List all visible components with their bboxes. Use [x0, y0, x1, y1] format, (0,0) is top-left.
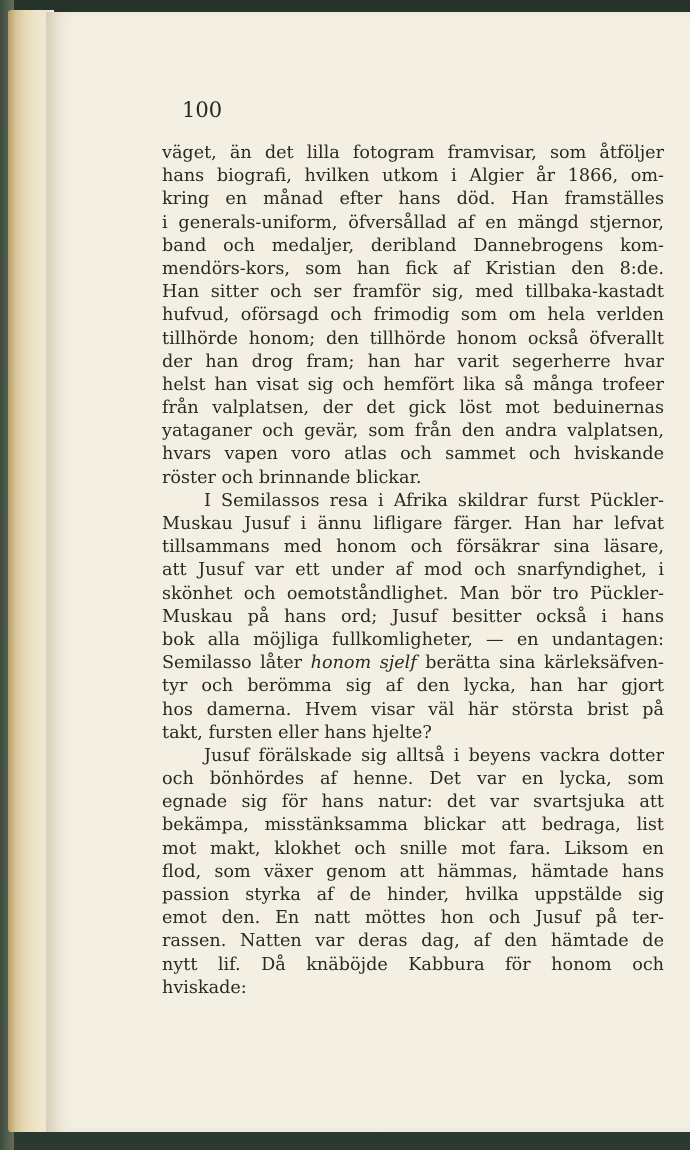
- text-line: tyr och berömma sig af den lycka, han har gjort: [162, 676, 664, 697]
- text-line-with-emphasis: [162, 652, 664, 675]
- text-line: hufvud, oförsagd och frimodig som om hela verlden: [162, 305, 664, 326]
- text-line: bok alla möjliga fullkomligheter, — en undantagen:: [162, 629, 664, 650]
- text-line: hviskade:: [162, 977, 247, 998]
- text-line: hvars vapen voro atlas och sammet och hviskande: [162, 444, 664, 465]
- body-text: [162, 142, 664, 1000]
- text-line: Han sitter och ser framför sig, med tillbaka-kastadt: [162, 282, 664, 303]
- text-line: takt, fursten eller hans hjelte?: [162, 722, 432, 743]
- text-line: egnade sig för hans natur: det var svartsjuka att: [162, 792, 664, 813]
- text-line: Muskau på hans ord; Jusuf besitter också i hans: [162, 606, 664, 627]
- text-line: passion styrka af de hinder, hvilka uppstälde sig: [162, 885, 664, 905]
- text-line: mot makt, klokhet och snille mot fara. Liksom en: [162, 838, 664, 859]
- text-line: helst han visat sig och hemfört lika så många trofeer: [162, 374, 664, 395]
- page-number: 100: [182, 98, 223, 122]
- text-line: tillhörde honom; den tillhörde honom också öfverallt: [162, 328, 664, 349]
- text-line: mendörs-kors, som han fick af Kristian den 8:de.: [162, 258, 664, 279]
- text-line: skönhet och oemotståndlighet. Man bör tro Pückler-: [162, 583, 664, 604]
- text-line: Jusuf förälskade sig alltså i beyens vackra dotter: [204, 745, 664, 766]
- text-line: väget, än det lilla fotogram framvisar, som åtföljer: [162, 143, 664, 163]
- text-line: röster och brinnande blickar.: [162, 467, 422, 488]
- text-line: emot den. En natt möttes hon och Jusuf på ter-: [162, 908, 664, 929]
- emphasized-text: honom sjelf: [310, 653, 417, 674]
- text-line: tillsammans med honom och försäkrar sina läsare,: [162, 537, 664, 558]
- text-segment: berätta sina kärleksäfven-: [425, 653, 664, 674]
- text-line: I Semilassos resa i Afrika skildrar furst Pückler-: [204, 490, 664, 511]
- text-line: nytt lif. Då knäböjde Kabbura för honom och: [162, 954, 664, 975]
- text-line: att Jusuf var ett under af mod och snarfyndighet, i: [162, 560, 664, 581]
- text-line: band och medaljer, deribland Dannebrogens kom-: [162, 235, 664, 256]
- text-line: kring en månad efter hans död. Han framställes: [162, 189, 664, 210]
- text-line: flod, som växer genom att hämmas, hämtade hans: [162, 861, 664, 882]
- text-line: Muskau Jusuf i ännu lifligare färger. Han har lefvat: [162, 514, 664, 534]
- text-line: rassen. Natten var deras dag, af den hämtade de: [162, 931, 664, 952]
- text-line: hans biografi, hvilken utkom i Algier år 1866, om-: [162, 166, 664, 187]
- text-line: i generals-uniform, öfversållad af en mängd stjernor,: [162, 212, 664, 233]
- text-line: från valplatsen, der det gick löst mot beduinernas: [162, 398, 664, 419]
- text-line: och bönhördes af henne. Det var en lycka, som: [162, 769, 664, 790]
- text-line: yataganer och gevär, som från den andra valplatsen,: [162, 421, 664, 442]
- text-line: der han drog fram; han har varit segerherre hvar: [162, 351, 664, 372]
- text-segment: Semilasso låter: [162, 653, 303, 674]
- text-line: bekämpa, misstänksamma blickar att bedraga, list: [162, 815, 664, 836]
- text-line: hos damerna. Hvem visar väl här största brist på: [162, 699, 664, 720]
